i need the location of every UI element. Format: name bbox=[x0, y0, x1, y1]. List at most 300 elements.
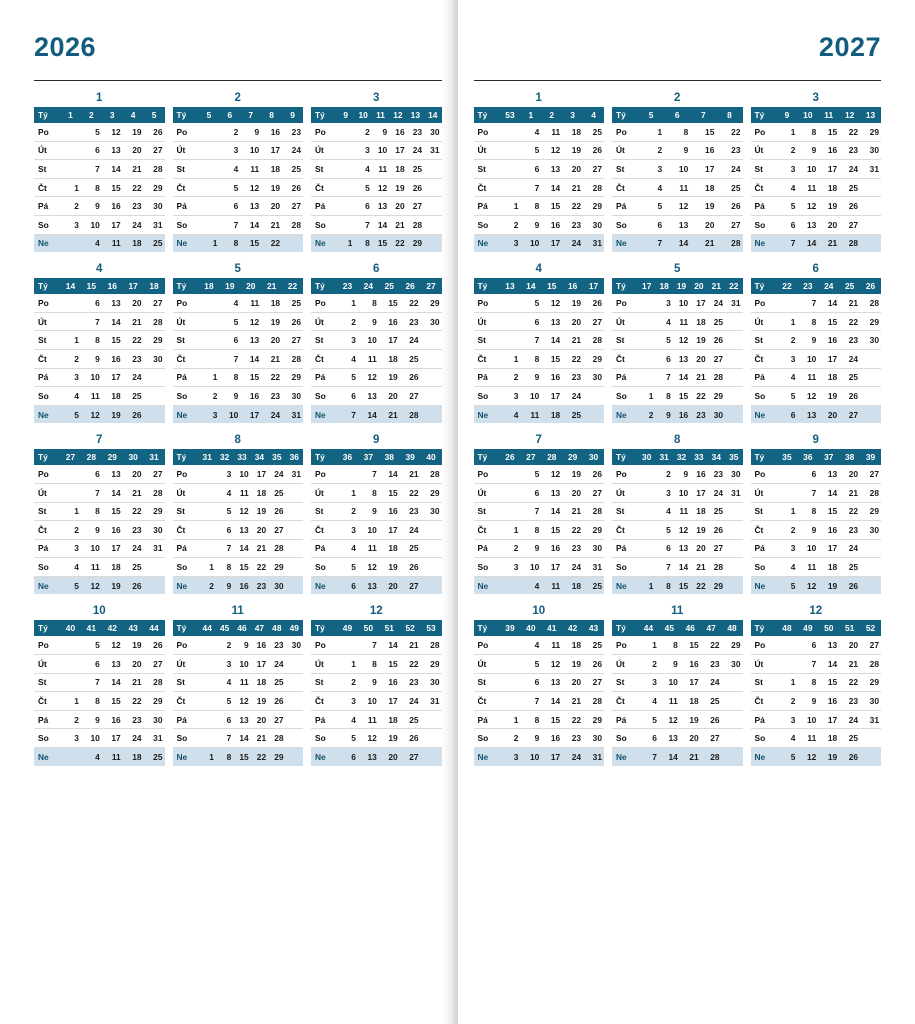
day-cell[interactable]: 1 bbox=[777, 123, 798, 141]
day-cell[interactable]: 23 bbox=[123, 349, 144, 368]
day-cell[interactable]: 10 bbox=[372, 141, 389, 160]
day-cell[interactable]: 9 bbox=[797, 692, 818, 711]
day-cell[interactable]: 21 bbox=[690, 234, 716, 252]
day-cell[interactable]: 2 bbox=[216, 636, 233, 654]
day-cell[interactable]: 25 bbox=[583, 576, 604, 594]
day-cell[interactable]: 27 bbox=[268, 710, 285, 729]
day-cell[interactable]: 18 bbox=[251, 673, 268, 692]
day-cell[interactable]: 14 bbox=[358, 405, 379, 423]
day-cell[interactable]: 10 bbox=[358, 521, 379, 540]
day-cell[interactable]: 5 bbox=[81, 123, 102, 141]
day-cell[interactable]: 8 bbox=[659, 636, 680, 654]
day-cell[interactable]: 1 bbox=[500, 521, 521, 540]
day-cell[interactable]: 12 bbox=[233, 692, 250, 711]
day-cell[interactable]: 9 bbox=[81, 710, 102, 729]
day-cell[interactable] bbox=[860, 368, 881, 387]
day-cell[interactable] bbox=[424, 160, 441, 179]
day-cell[interactable] bbox=[60, 294, 81, 312]
day-cell[interactable]: 6 bbox=[520, 312, 541, 331]
day-cell[interactable]: 12 bbox=[358, 368, 379, 387]
day-cell[interactable]: 3 bbox=[500, 234, 521, 252]
day-cell[interactable]: 21 bbox=[400, 636, 421, 654]
day-cell[interactable] bbox=[500, 655, 521, 674]
day-cell[interactable]: 6 bbox=[797, 465, 818, 483]
day-cell[interactable]: 18 bbox=[123, 234, 144, 252]
day-cell[interactable]: 16 bbox=[818, 521, 839, 540]
day-cell[interactable]: 9 bbox=[520, 215, 541, 234]
day-cell[interactable]: 18 bbox=[261, 294, 282, 312]
day-cell[interactable]: 15 bbox=[541, 349, 562, 368]
day-cell[interactable]: 13 bbox=[102, 655, 123, 674]
day-cell[interactable]: 3 bbox=[655, 294, 672, 312]
day-cell[interactable]: 7 bbox=[777, 234, 798, 252]
day-cell[interactable]: 10 bbox=[81, 729, 102, 748]
day-cell[interactable] bbox=[286, 521, 303, 540]
day-cell[interactable]: 15 bbox=[818, 312, 839, 331]
day-cell[interactable]: 23 bbox=[708, 465, 725, 483]
day-cell[interactable]: 17 bbox=[251, 655, 268, 674]
day-cell[interactable]: 8 bbox=[655, 576, 672, 594]
day-cell[interactable]: 31 bbox=[286, 465, 303, 483]
day-cell[interactable]: 19 bbox=[251, 692, 268, 711]
day-cell[interactable]: 29 bbox=[421, 294, 442, 312]
day-cell[interactable]: 1 bbox=[60, 178, 81, 197]
day-cell[interactable]: 9 bbox=[216, 576, 233, 594]
day-cell[interactable]: 2 bbox=[337, 312, 358, 331]
day-cell[interactable]: 13 bbox=[240, 331, 261, 350]
day-cell[interactable]: 25 bbox=[701, 692, 722, 711]
day-cell[interactable]: 17 bbox=[102, 539, 123, 558]
day-cell[interactable]: 21 bbox=[400, 465, 421, 483]
day-cell[interactable]: 21 bbox=[839, 294, 860, 312]
day-cell[interactable]: 28 bbox=[268, 539, 285, 558]
day-cell[interactable]: 5 bbox=[777, 387, 798, 406]
day-cell[interactable]: 18 bbox=[690, 178, 716, 197]
day-cell[interactable]: 9 bbox=[673, 465, 690, 483]
day-cell[interactable]: 3 bbox=[777, 710, 798, 729]
day-cell[interactable]: 12 bbox=[673, 521, 690, 540]
day-cell[interactable]: 17 bbox=[818, 349, 839, 368]
day-cell[interactable]: 25 bbox=[268, 483, 285, 502]
day-cell[interactable]: 12 bbox=[233, 502, 250, 521]
day-cell[interactable]: 16 bbox=[240, 387, 261, 406]
day-cell[interactable]: 28 bbox=[583, 331, 604, 350]
day-cell[interactable] bbox=[199, 331, 220, 350]
day-cell[interactable]: 27 bbox=[282, 331, 303, 350]
day-cell[interactable] bbox=[500, 692, 521, 711]
day-cell[interactable]: 23 bbox=[251, 576, 268, 594]
day-cell[interactable]: 29 bbox=[282, 368, 303, 387]
day-cell[interactable] bbox=[725, 405, 742, 423]
day-cell[interactable]: 24 bbox=[261, 405, 282, 423]
day-cell[interactable]: 21 bbox=[389, 215, 406, 234]
day-cell[interactable]: 31 bbox=[144, 215, 165, 234]
day-cell[interactable]: 19 bbox=[562, 294, 583, 312]
day-cell[interactable]: 29 bbox=[583, 521, 604, 540]
day-cell[interactable]: 9 bbox=[233, 636, 250, 654]
day-cell[interactable]: 24 bbox=[562, 387, 583, 406]
day-cell[interactable]: 24 bbox=[716, 160, 742, 179]
day-cell[interactable]: 15 bbox=[541, 710, 562, 729]
day-cell[interactable]: 30 bbox=[421, 673, 442, 692]
day-cell[interactable]: 26 bbox=[583, 141, 604, 160]
day-cell[interactable]: 26 bbox=[839, 576, 860, 594]
day-cell[interactable]: 6 bbox=[337, 576, 358, 594]
day-cell[interactable]: 11 bbox=[520, 405, 541, 423]
day-cell[interactable]: 3 bbox=[354, 141, 371, 160]
day-cell[interactable]: 31 bbox=[583, 748, 604, 766]
day-cell[interactable]: 8 bbox=[797, 502, 818, 521]
day-cell[interactable]: 8 bbox=[358, 483, 379, 502]
day-cell[interactable]: 14 bbox=[102, 483, 123, 502]
day-cell[interactable]: 14 bbox=[102, 160, 123, 179]
day-cell[interactable]: 15 bbox=[541, 197, 562, 216]
day-cell[interactable]: 24 bbox=[400, 521, 421, 540]
day-cell[interactable]: 19 bbox=[690, 331, 707, 350]
day-cell[interactable]: 8 bbox=[354, 234, 371, 252]
day-cell[interactable]: 17 bbox=[541, 387, 562, 406]
day-cell[interactable]: 16 bbox=[818, 141, 839, 160]
day-cell[interactable] bbox=[777, 655, 798, 674]
day-cell[interactable]: 29 bbox=[583, 710, 604, 729]
day-cell[interactable]: 18 bbox=[251, 483, 268, 502]
day-cell[interactable] bbox=[725, 387, 742, 406]
day-cell[interactable]: 26 bbox=[701, 710, 722, 729]
day-cell[interactable]: 18 bbox=[690, 502, 707, 521]
day-cell[interactable]: 21 bbox=[379, 405, 400, 423]
day-cell[interactable] bbox=[638, 331, 655, 350]
day-cell[interactable]: 15 bbox=[240, 234, 261, 252]
day-cell[interactable]: 20 bbox=[839, 465, 860, 483]
day-cell[interactable]: 6 bbox=[216, 521, 233, 540]
day-cell[interactable]: 24 bbox=[701, 673, 722, 692]
day-cell[interactable]: 8 bbox=[520, 197, 541, 216]
day-cell[interactable] bbox=[583, 387, 604, 406]
day-cell[interactable] bbox=[860, 349, 881, 368]
day-cell[interactable]: 7 bbox=[797, 655, 818, 674]
day-cell[interactable]: 11 bbox=[797, 729, 818, 748]
day-cell[interactable]: 28 bbox=[144, 160, 165, 179]
day-cell[interactable]: 24 bbox=[400, 331, 421, 350]
day-cell[interactable]: 5 bbox=[219, 178, 240, 197]
day-cell[interactable]: 17 bbox=[379, 521, 400, 540]
day-cell[interactable]: 25 bbox=[583, 123, 604, 141]
day-cell[interactable]: 28 bbox=[282, 215, 303, 234]
day-cell[interactable]: 3 bbox=[638, 160, 664, 179]
day-cell[interactable]: 23 bbox=[123, 197, 144, 216]
day-cell[interactable]: 17 bbox=[102, 215, 123, 234]
day-cell[interactable]: 25 bbox=[123, 558, 144, 577]
day-cell[interactable]: 15 bbox=[240, 368, 261, 387]
day-cell[interactable]: 29 bbox=[708, 576, 725, 594]
day-cell[interactable]: 18 bbox=[818, 729, 839, 748]
day-cell[interactable]: 22 bbox=[123, 178, 144, 197]
day-cell[interactable] bbox=[421, 521, 442, 540]
day-cell[interactable]: 27 bbox=[708, 349, 725, 368]
day-cell[interactable] bbox=[638, 294, 655, 312]
day-cell[interactable]: 11 bbox=[358, 710, 379, 729]
day-cell[interactable]: 11 bbox=[659, 692, 680, 711]
day-cell[interactable] bbox=[144, 387, 165, 406]
day-cell[interactable]: 28 bbox=[407, 215, 424, 234]
day-cell[interactable]: 3 bbox=[216, 655, 233, 674]
day-cell[interactable]: 10 bbox=[219, 405, 240, 423]
day-cell[interactable]: 24 bbox=[839, 710, 860, 729]
day-cell[interactable]: 6 bbox=[638, 215, 664, 234]
day-cell[interactable]: 28 bbox=[583, 692, 604, 711]
day-cell[interactable]: 20 bbox=[379, 748, 400, 766]
day-cell[interactable]: 5 bbox=[520, 294, 541, 312]
day-cell[interactable] bbox=[638, 483, 655, 502]
day-cell[interactable]: 1 bbox=[638, 387, 655, 406]
day-cell[interactable]: 20 bbox=[818, 405, 839, 423]
day-cell[interactable]: 6 bbox=[655, 349, 672, 368]
day-cell[interactable] bbox=[421, 331, 442, 350]
day-cell[interactable]: 16 bbox=[102, 521, 123, 540]
day-cell[interactable]: 6 bbox=[337, 387, 358, 406]
day-cell[interactable] bbox=[199, 729, 216, 748]
day-cell[interactable]: 2 bbox=[638, 141, 664, 160]
day-cell[interactable]: 29 bbox=[860, 123, 881, 141]
day-cell[interactable]: 2 bbox=[777, 692, 798, 711]
day-cell[interactable]: 6 bbox=[797, 636, 818, 654]
day-cell[interactable]: 10 bbox=[520, 748, 541, 766]
day-cell[interactable]: 26 bbox=[282, 178, 303, 197]
day-cell[interactable]: 3 bbox=[199, 405, 220, 423]
day-cell[interactable]: 27 bbox=[400, 748, 421, 766]
day-cell[interactable]: 7 bbox=[81, 160, 102, 179]
day-cell[interactable]: 29 bbox=[583, 349, 604, 368]
day-cell[interactable]: 5 bbox=[655, 331, 672, 350]
day-cell[interactable]: 21 bbox=[123, 160, 144, 179]
day-cell[interactable]: 5 bbox=[638, 710, 659, 729]
day-cell[interactable]: 9 bbox=[81, 349, 102, 368]
day-cell[interactable]: 28 bbox=[839, 234, 860, 252]
day-cell[interactable]: 13 bbox=[372, 197, 389, 216]
day-cell[interactable]: 14 bbox=[818, 483, 839, 502]
day-cell[interactable]: 10 bbox=[233, 655, 250, 674]
day-cell[interactable] bbox=[424, 178, 441, 197]
day-cell[interactable]: 23 bbox=[407, 123, 424, 141]
day-cell[interactable]: 30 bbox=[583, 215, 604, 234]
day-cell[interactable] bbox=[199, 160, 220, 179]
day-cell[interactable] bbox=[337, 197, 354, 216]
day-cell[interactable]: 16 bbox=[690, 465, 707, 483]
day-cell[interactable]: 22 bbox=[562, 521, 583, 540]
day-cell[interactable] bbox=[199, 521, 216, 540]
day-cell[interactable] bbox=[638, 349, 655, 368]
day-cell[interactable] bbox=[337, 160, 354, 179]
day-cell[interactable] bbox=[777, 636, 798, 654]
day-cell[interactable]: 2 bbox=[638, 405, 655, 423]
day-cell[interactable]: 6 bbox=[777, 405, 798, 423]
day-cell[interactable]: 30 bbox=[725, 465, 742, 483]
day-cell[interactable]: 18 bbox=[818, 558, 839, 577]
day-cell[interactable]: 17 bbox=[818, 160, 839, 179]
day-cell[interactable]: 16 bbox=[379, 673, 400, 692]
day-cell[interactable]: 11 bbox=[673, 502, 690, 521]
day-cell[interactable]: 17 bbox=[680, 673, 701, 692]
day-cell[interactable]: 4 bbox=[777, 558, 798, 577]
day-cell[interactable]: 22 bbox=[839, 312, 860, 331]
day-cell[interactable]: 5 bbox=[520, 141, 541, 160]
day-cell[interactable] bbox=[860, 234, 881, 252]
day-cell[interactable]: 25 bbox=[562, 405, 583, 423]
day-cell[interactable]: 27 bbox=[583, 673, 604, 692]
day-cell[interactable]: 24 bbox=[839, 160, 860, 179]
day-cell[interactable]: 4 bbox=[219, 160, 240, 179]
day-cell[interactable] bbox=[860, 729, 881, 748]
day-cell[interactable]: 22 bbox=[261, 368, 282, 387]
day-cell[interactable]: 7 bbox=[219, 215, 240, 234]
day-cell[interactable]: 13 bbox=[797, 215, 818, 234]
day-cell[interactable]: 20 bbox=[690, 349, 707, 368]
day-cell[interactable]: 10 bbox=[233, 465, 250, 483]
day-cell[interactable]: 18 bbox=[379, 710, 400, 729]
day-cell[interactable]: 9 bbox=[358, 673, 379, 692]
day-cell[interactable]: 5 bbox=[520, 465, 541, 483]
day-cell[interactable]: 12 bbox=[102, 123, 123, 141]
day-cell[interactable] bbox=[583, 405, 604, 423]
day-cell[interactable]: 23 bbox=[562, 539, 583, 558]
day-cell[interactable]: 18 bbox=[562, 636, 583, 654]
day-cell[interactable]: 27 bbox=[144, 655, 165, 674]
day-cell[interactable]: 10 bbox=[520, 558, 541, 577]
day-cell[interactable]: 7 bbox=[638, 234, 664, 252]
day-cell[interactable]: 12 bbox=[102, 636, 123, 654]
day-cell[interactable]: 23 bbox=[839, 692, 860, 711]
day-cell[interactable]: 3 bbox=[500, 748, 521, 766]
day-cell[interactable]: 29 bbox=[860, 312, 881, 331]
day-cell[interactable] bbox=[286, 558, 303, 577]
day-cell[interactable]: 31 bbox=[421, 692, 442, 711]
day-cell[interactable]: 4 bbox=[60, 387, 81, 406]
day-cell[interactable] bbox=[337, 178, 354, 197]
day-cell[interactable]: 15 bbox=[379, 655, 400, 674]
day-cell[interactable] bbox=[500, 123, 521, 141]
day-cell[interactable]: 16 bbox=[102, 710, 123, 729]
day-cell[interactable]: 19 bbox=[562, 655, 583, 674]
day-cell[interactable]: 5 bbox=[216, 502, 233, 521]
day-cell[interactable]: 17 bbox=[240, 405, 261, 423]
day-cell[interactable]: 31 bbox=[282, 405, 303, 423]
day-cell[interactable]: 9 bbox=[219, 387, 240, 406]
day-cell[interactable] bbox=[725, 312, 742, 331]
day-cell[interactable]: 21 bbox=[261, 215, 282, 234]
day-cell[interactable]: 19 bbox=[123, 636, 144, 654]
day-cell[interactable]: 11 bbox=[541, 576, 562, 594]
day-cell[interactable]: 5 bbox=[60, 405, 81, 423]
day-cell[interactable]: 18 bbox=[680, 692, 701, 711]
day-cell[interactable] bbox=[60, 141, 81, 160]
day-cell[interactable]: 25 bbox=[400, 539, 421, 558]
day-cell[interactable] bbox=[199, 710, 216, 729]
day-cell[interactable]: 20 bbox=[818, 215, 839, 234]
day-cell[interactable]: 23 bbox=[839, 521, 860, 540]
day-cell[interactable]: 24 bbox=[123, 539, 144, 558]
day-cell[interactable]: 11 bbox=[664, 178, 690, 197]
day-cell[interactable] bbox=[725, 331, 742, 350]
day-cell[interactable]: 9 bbox=[520, 539, 541, 558]
day-cell[interactable]: 2 bbox=[500, 729, 521, 748]
day-cell[interactable]: 17 bbox=[690, 294, 707, 312]
day-cell[interactable] bbox=[421, 368, 442, 387]
day-cell[interactable]: 21 bbox=[562, 502, 583, 521]
day-cell[interactable] bbox=[60, 673, 81, 692]
day-cell[interactable] bbox=[777, 465, 798, 483]
day-cell[interactable]: 24 bbox=[123, 368, 144, 387]
day-cell[interactable]: 9 bbox=[520, 368, 541, 387]
day-cell[interactable] bbox=[860, 558, 881, 577]
day-cell[interactable]: 30 bbox=[144, 521, 165, 540]
day-cell[interactable]: 21 bbox=[562, 178, 583, 197]
day-cell[interactable]: 30 bbox=[144, 349, 165, 368]
day-cell[interactable]: 12 bbox=[240, 312, 261, 331]
day-cell[interactable]: 30 bbox=[421, 502, 442, 521]
day-cell[interactable]: 5 bbox=[337, 368, 358, 387]
day-cell[interactable]: 2 bbox=[354, 123, 371, 141]
day-cell[interactable]: 17 bbox=[541, 234, 562, 252]
day-cell[interactable]: 8 bbox=[358, 655, 379, 674]
day-cell[interactable]: 27 bbox=[716, 215, 742, 234]
day-cell[interactable] bbox=[421, 729, 442, 748]
day-cell[interactable]: 24 bbox=[400, 692, 421, 711]
day-cell[interactable]: 6 bbox=[777, 215, 798, 234]
day-cell[interactable]: 20 bbox=[123, 141, 144, 160]
day-cell[interactable]: 15 bbox=[379, 483, 400, 502]
day-cell[interactable]: 12 bbox=[372, 178, 389, 197]
day-cell[interactable]: 7 bbox=[520, 692, 541, 711]
day-cell[interactable]: 30 bbox=[144, 710, 165, 729]
day-cell[interactable]: 26 bbox=[400, 368, 421, 387]
day-cell[interactable]: 4 bbox=[81, 748, 102, 766]
day-cell[interactable]: 29 bbox=[860, 502, 881, 521]
day-cell[interactable]: 11 bbox=[797, 558, 818, 577]
day-cell[interactable]: 22 bbox=[251, 558, 268, 577]
day-cell[interactable] bbox=[144, 558, 165, 577]
day-cell[interactable] bbox=[282, 234, 303, 252]
day-cell[interactable]: 21 bbox=[261, 349, 282, 368]
day-cell[interactable]: 19 bbox=[261, 178, 282, 197]
day-cell[interactable]: 9 bbox=[520, 729, 541, 748]
day-cell[interactable]: 12 bbox=[541, 141, 562, 160]
day-cell[interactable] bbox=[638, 465, 655, 483]
day-cell[interactable]: 29 bbox=[421, 483, 442, 502]
day-cell[interactable]: 8 bbox=[520, 521, 541, 540]
day-cell[interactable]: 20 bbox=[690, 215, 716, 234]
day-cell[interactable]: 28 bbox=[282, 349, 303, 368]
day-cell[interactable]: 28 bbox=[583, 178, 604, 197]
day-cell[interactable]: 6 bbox=[520, 483, 541, 502]
day-cell[interactable]: 22 bbox=[690, 387, 707, 406]
day-cell[interactable]: 23 bbox=[261, 387, 282, 406]
day-cell[interactable]: 20 bbox=[123, 655, 144, 674]
day-cell[interactable]: 13 bbox=[358, 387, 379, 406]
day-cell[interactable]: 24 bbox=[562, 234, 583, 252]
day-cell[interactable]: 31 bbox=[144, 729, 165, 748]
day-cell[interactable] bbox=[199, 123, 220, 141]
day-cell[interactable]: 8 bbox=[797, 123, 818, 141]
day-cell[interactable]: 2 bbox=[500, 215, 521, 234]
day-cell[interactable]: 25 bbox=[144, 234, 165, 252]
day-cell[interactable]: 22 bbox=[389, 234, 406, 252]
day-cell[interactable]: 18 bbox=[102, 387, 123, 406]
day-cell[interactable] bbox=[500, 576, 521, 594]
day-cell[interactable]: 12 bbox=[797, 387, 818, 406]
day-cell[interactable]: 28 bbox=[860, 655, 881, 674]
day-cell[interactable]: 19 bbox=[123, 123, 144, 141]
day-cell[interactable]: 7 bbox=[358, 465, 379, 483]
